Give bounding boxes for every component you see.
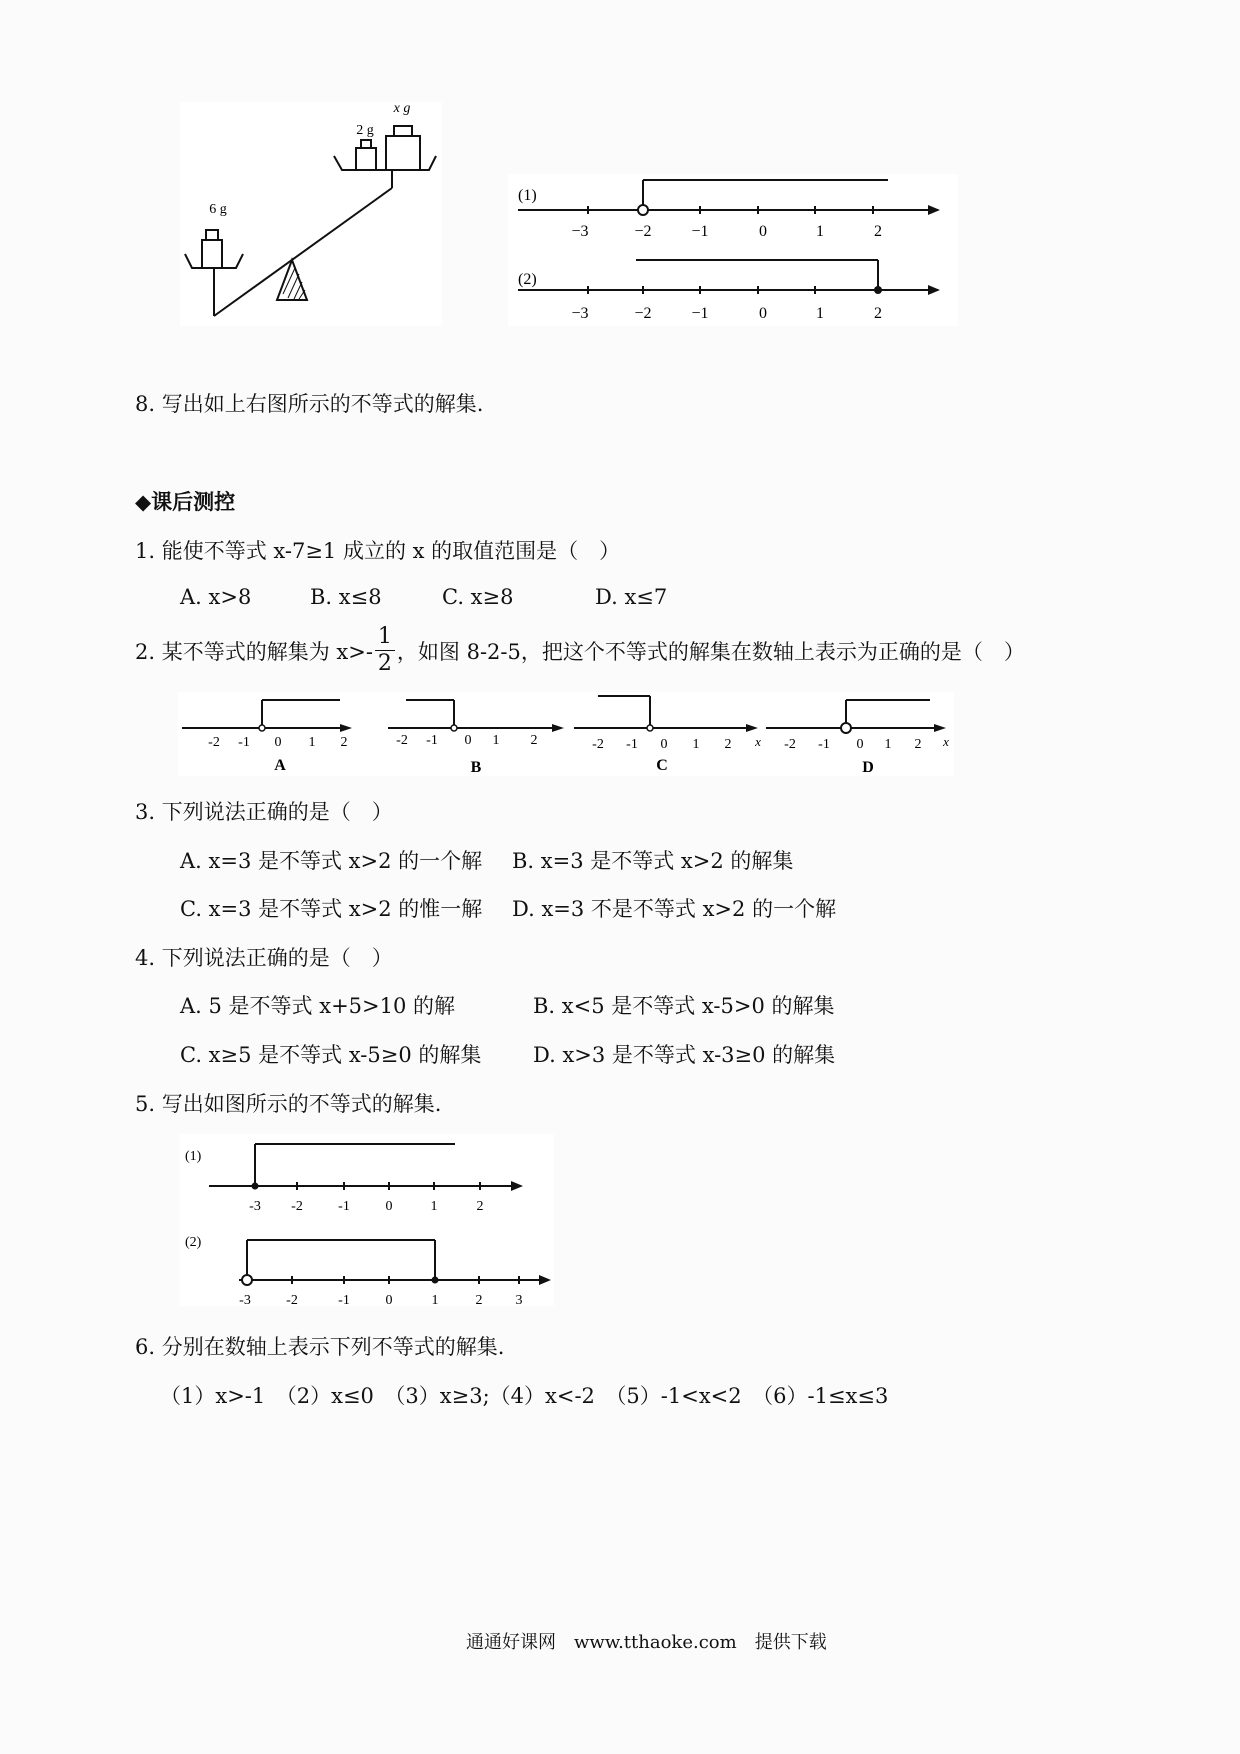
q1-option-b: B. x≤8 (310, 585, 382, 609)
q2-tick-label: 1 (692, 737, 700, 752)
q2-tick-label: -2 (396, 733, 408, 748)
q4-option-b: B. x<5 是不等式 x-5>0 的解集 (533, 994, 835, 1018)
fraction-numerator: 1 (375, 624, 395, 651)
q1-option-c: C. x≥8 (442, 585, 514, 609)
q2-number-lines (178, 692, 954, 776)
q2-tick-label: 2 (340, 735, 348, 750)
q3-option-a: A. x=3 是不等式 x>2 的一个解 (180, 849, 483, 873)
fraction-one-half (375, 624, 395, 677)
q8-tick-label: −1 (691, 223, 709, 240)
q5-tick-label: 1 (430, 1199, 438, 1214)
q2-axis-label: x (943, 734, 949, 749)
q2-caption-a: A (274, 757, 286, 774)
q8-tick-label: 2 (874, 223, 882, 240)
q8-tick-label: 0 (759, 223, 767, 240)
q2-option-b-line (388, 700, 564, 776)
label-2g: 2 g (356, 123, 374, 138)
label-6g: 6 g (209, 202, 227, 217)
q3-option-b: B. x=3 是不等式 x>2 的解集 (512, 849, 794, 873)
q4-option-d: D. x>3 是不等式 x-3≥0 的解集 (533, 1043, 836, 1067)
q5-line-label-1: (1) (185, 1149, 202, 1164)
q2-tick-label: -1 (818, 737, 830, 752)
q6-items: （1）x>-1 （2）x≤0 （3）x≥3;（4）x<-2 （5）-1<x<2 （6）-1≤x≤3 (160, 1384, 889, 1408)
balance-scale-figure (180, 102, 442, 326)
q2-tick-label: -2 (784, 737, 796, 752)
q4-option-a: A. 5 是不等式 x+5>10 的解 (180, 994, 456, 1018)
q8-ticks-2 (571, 286, 882, 322)
q1-option-d: D. x≤7 (595, 585, 668, 609)
q5-tick-label: 0 (385, 1199, 393, 1214)
q5-tick-label: -1 (338, 1293, 350, 1306)
q2-tick-label: 2 (724, 737, 732, 752)
q3-option-c: C. x=3 是不等式 x>2 的惟一解 (180, 897, 483, 921)
q2-caption-c: C (656, 757, 668, 774)
q5-tick-label: -2 (291, 1199, 303, 1214)
q8-line-label-1: (1) (518, 187, 537, 204)
section-title: ◆课后测控 (135, 489, 236, 514)
q2-tick-label: -1 (426, 733, 438, 748)
q2-tick-label: 1 (308, 735, 316, 750)
q2-tick-label: -2 (592, 737, 604, 752)
q2-stem-start: 2. 某不等式的解集为 x>- (135, 639, 373, 664)
q5-number-lines (179, 1134, 554, 1306)
q8-question: 8. 写出如上右图所示的不等式的解集. (135, 392, 484, 416)
q1-stem: 1. 能使不等式 x-7≥1 成立的 x 的取值范围是（ ） (135, 539, 621, 563)
q5-number-line-figure (179, 1134, 554, 1306)
label-xg: x g (393, 102, 411, 116)
q2-caption-b: B (470, 759, 482, 776)
fraction-denominator: 2 (377, 651, 392, 676)
q2-stem-end: ，如图 8-2-5，把这个不等式的解集在数轴上表示为正确的是（ ） (396, 639, 1025, 664)
q2-tick-label: 2 (530, 733, 538, 748)
q2-option-a-line (182, 700, 352, 774)
q2-tick-label: 2 (914, 737, 922, 752)
q8-number-line-figure (508, 174, 958, 326)
q8-tick-label: 2 (874, 305, 882, 322)
q5-tick-label: -1 (338, 1199, 350, 1214)
q5-tick-label: 0 (385, 1293, 393, 1306)
q8-tick-label: 0 (759, 305, 767, 322)
q8-tick-label: 1 (816, 223, 824, 240)
q2-tick-label: 0 (856, 737, 864, 752)
q8-tick-label: −1 (691, 305, 709, 322)
q2-options-figure (178, 692, 954, 776)
q5-tick-label: 2 (476, 1199, 484, 1214)
q3-stem: 3. 下列说法正确的是（ ） (135, 800, 393, 824)
q8-number-lines (508, 174, 958, 326)
q5-tick-label: -2 (286, 1293, 298, 1306)
q8-line-label-2: (2) (518, 271, 537, 288)
q5-stem: 5. 写出如图所示的不等式的解集. (135, 1092, 442, 1116)
q8-ticks-1 (571, 206, 882, 240)
q5-tick-label: -3 (249, 1199, 261, 1214)
q8-tick-label: 1 (816, 305, 824, 322)
q2-tick-label: 0 (660, 737, 668, 752)
balance-scale-drawing (180, 102, 442, 326)
q5-line-label-2: (2) (185, 1235, 202, 1250)
q8-tick-label: −3 (571, 223, 589, 240)
q8-tick-label: −3 (571, 305, 589, 322)
page-footer: 通通好课网 www.tthaoke.com 提供下载 (466, 1632, 827, 1653)
q5-tick-label: 3 (515, 1293, 523, 1306)
q6-stem: 6. 分别在数轴上表示下列不等式的解集. (135, 1335, 505, 1359)
q2-tick-label: 1 (884, 737, 892, 752)
q4-stem: 4. 下列说法正确的是（ ） (135, 946, 393, 970)
q2-tick-label: 0 (274, 735, 282, 750)
q1-option-a: A. x>8 (180, 585, 252, 609)
q5-tick-label: -3 (239, 1293, 251, 1306)
q2-tick-label: 0 (464, 733, 472, 748)
q2-axis-label: x (755, 734, 761, 749)
q4-option-c: C. x≥5 是不等式 x-5≥0 的解集 (180, 1043, 482, 1067)
q5-tick-label: 1 (431, 1293, 439, 1306)
q8-tick-label: −2 (634, 223, 652, 240)
q5-tick-label: 2 (475, 1293, 483, 1306)
q8-tick-label: −2 (634, 305, 652, 322)
q2-tick-label: 1 (492, 733, 500, 748)
q2-option-c-line (574, 696, 761, 774)
q2-tick-label: -1 (238, 735, 250, 750)
q2-tick-label: -1 (626, 737, 638, 752)
q2-stem (135, 624, 1025, 677)
q2-option-d-line (766, 700, 949, 776)
q3-option-d: D. x=3 不是不等式 x>2 的一个解 (512, 897, 837, 921)
q2-caption-d: D (862, 759, 874, 776)
q2-tick-label: -2 (208, 735, 220, 750)
